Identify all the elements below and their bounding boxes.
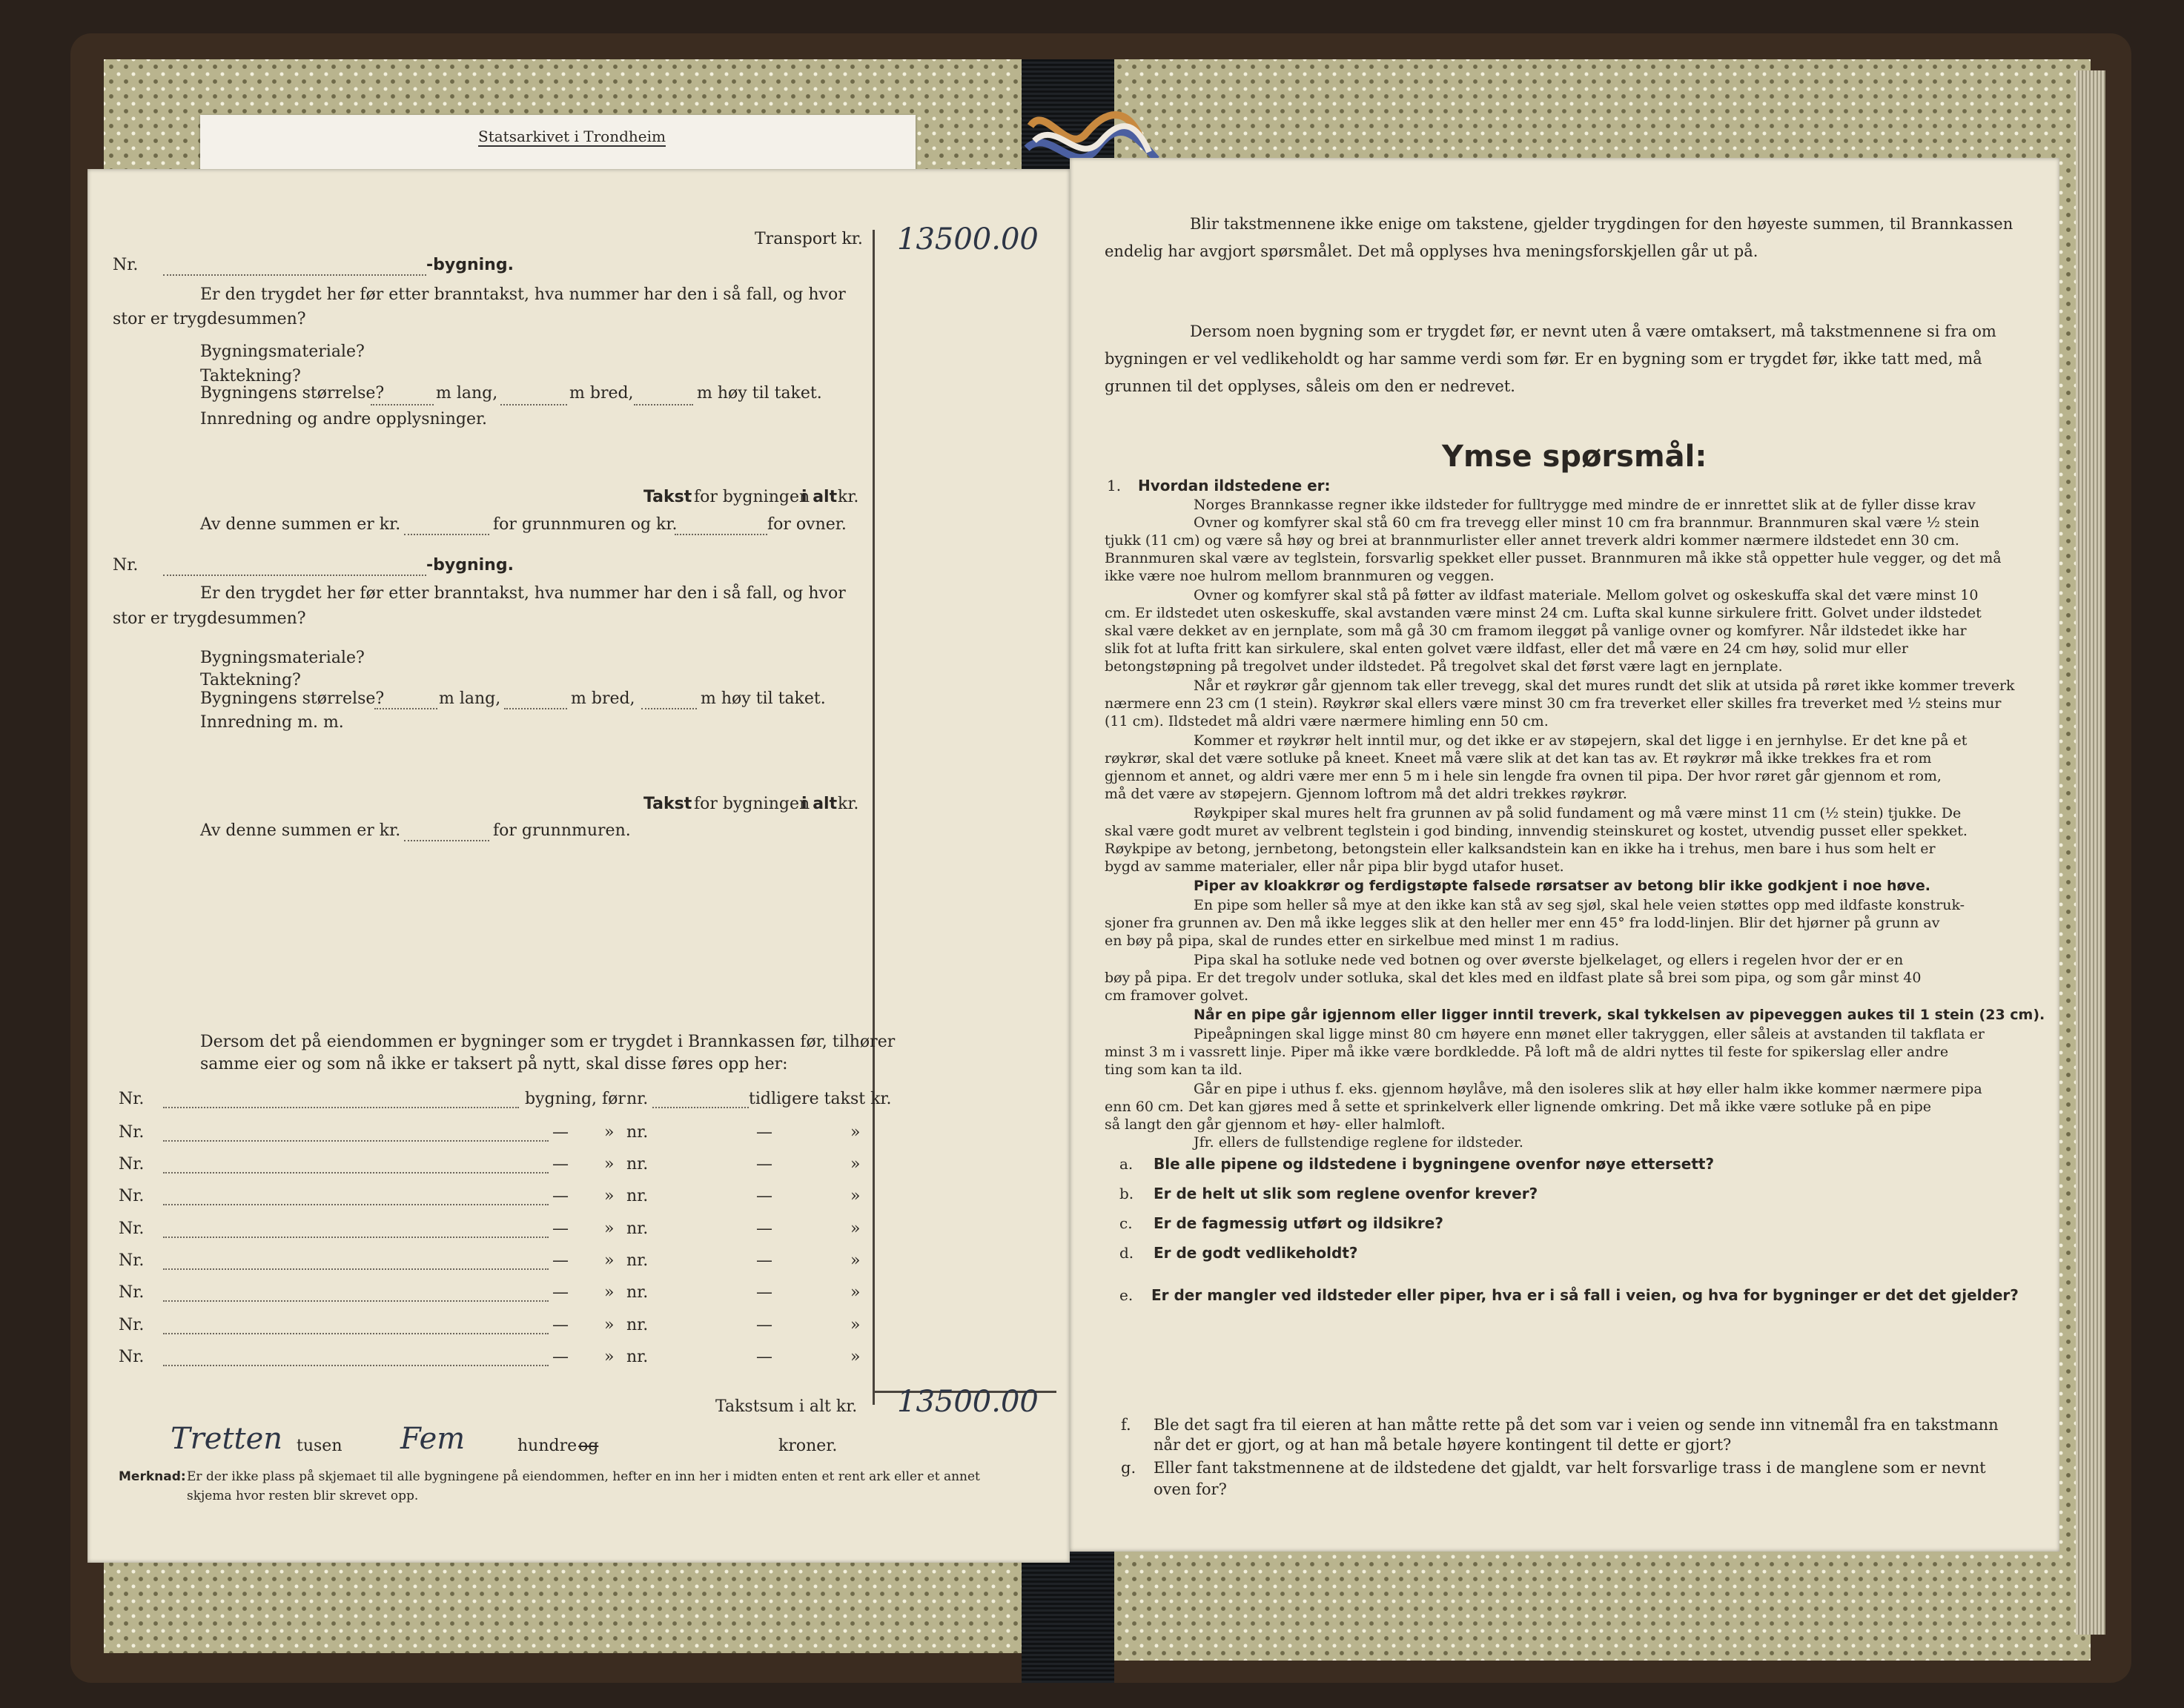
row-quote: » [604,1155,615,1174]
furnishing-label-2: Innredning m. m. [200,713,344,732]
body-line: Piper av kloakkrør og ferdigstøpte falsede rørsatser av betong blir ikke godkjent i noe høve. [1194,878,1931,894]
amount-hundreds-handwritten: Fem [400,1422,466,1456]
of-sum-label-2: Av denne summen er kr. [200,821,401,840]
body-line: betongstøpning på tregolvet under ildstedet. På tregolvet skal det først være lagt en jernplate. [1105,658,1783,675]
question-g-letter: g. [1121,1459,1136,1477]
og-label: og [578,1437,599,1455]
archive-label-text: Statsarkivet i Trondheim [478,128,666,145]
question-f-line2: når det er gjort, og at han må betale høyere kontingent til dette er gjort? [1154,1436,1732,1454]
p2-line2: bygningen er vel vedlikeholdt og har samme verdi som før. Er en bygning som er trygdet før, ikke tatt med, må [1105,350,1982,368]
of-sum-field-1b[interactable] [675,534,767,535]
question-e-letter: e. [1119,1286,1134,1304]
row-field[interactable] [163,1365,549,1366]
question-1-line2: stor er trygdesummen? [113,310,306,328]
size-label-1: Bygningens størrelse? [200,384,385,403]
body-line: må det være av støpejern. Gjennom loftrom må det aldri trekkes røykrør. [1105,786,1627,802]
row-quote2: » [850,1251,861,1270]
body-line: røykrør, skal det være sotluke på kneet. Kneet må være slik at det kan tas av. Et røykrør må ikke trekkes fra et rom [1105,750,1932,767]
row-dash2: — [756,1251,772,1270]
length-unit-1: m lang, [436,384,498,403]
p2-line1: Dersom noen bygning som er trygdet før, er nevnt uten å være omtaksert, må takstmennene si fra om [1190,322,1996,340]
body-line: bygd av samme materialer, eller når pipa blir bygd utafor huset. [1105,858,1564,875]
row-dash: — [552,1316,569,1334]
table-first-field[interactable] [163,1107,519,1108]
takstsum-label: Takstsum i alt kr. [715,1397,858,1416]
takst-kr-1: kr. [838,488,859,506]
body-line: tjukk (11 cm) og være så høy og brei at brannmurlister eller annet treverk aldri kommer nærmere ildstedet enn 30 cm. [1105,532,1959,549]
material-label-2: Bygningsmateriale? [200,649,365,667]
height-field-1[interactable] [634,404,693,406]
row-nr: Nr. [119,1251,145,1270]
amount-column-divider [873,230,875,1405]
question-b-letter: b. [1119,1185,1134,1202]
question-1-line1: Er den trygdet her før etter branntakst, hva nummer har den i så fall, og hvor [200,285,846,304]
transport-value: 13500.00 [897,222,1039,256]
dersom-line1: Dersom det på eiendommen er bygninger som er trygdet i Brannkassen før, tilhører [200,1033,896,1051]
table-first-nr-field[interactable] [652,1107,749,1108]
body-line: Går en pipe i uthus f. eks. gjennom høylåve, må den isoleres slik at høy eller halm ikke kommer nærmere pipa [1194,1081,1982,1097]
body-line: (11 cm). Ildstedet må aldri være nærmere himling enn 50 cm. [1105,713,1549,729]
question-c-letter: c. [1119,1214,1133,1232]
takst-for-2: for bygningen [694,795,810,813]
question-g-line2: oven for? [1154,1480,1227,1498]
row-field[interactable] [163,1172,549,1174]
row-quote2: » [850,1123,861,1142]
row-quote: » [604,1187,615,1205]
row-field[interactable] [163,1333,549,1334]
body-line: Brannmuren skal være av teglstein, forsvarlig spekket eller pusset. Brannmuren må ikke stå oppetter hule vegger, og det må [1105,550,2002,566]
of-sum-label-1: Av denne summen er kr. [200,515,401,534]
body-line: Norges Brannkasse regner ikke ildsteder for fulltrygge med mindre de er innrettet slik at de fyller disse krav [1194,497,1976,513]
section-heading: Ymse spørsmål: [1442,440,1707,474]
row-field[interactable] [163,1237,549,1238]
of-sum-field-1a[interactable] [404,534,489,535]
body-line: nærmere enn 23 cm (1 stein). Røykrør skal ellers være minst 30 cm fra treverket eller skilles fra treverket med ½ steins mur [1105,695,2002,712]
row-quote: » [604,1316,615,1334]
table-first-nr: Nr. [119,1090,145,1108]
row-dash2: — [756,1348,772,1366]
merknad-line2: skjema hvor resten blir skrevet opp. [187,1489,419,1503]
body-line: Pipeåpningen skal ligge minst 80 cm høyere enn mønet eller takryggen, eller såleis at avstanden til takflata er [1194,1026,1985,1042]
table-first-bygning: bygning, før [525,1090,626,1108]
kroner-label: kroner. [778,1437,838,1455]
height-field-2[interactable] [641,708,697,709]
row-nr2: nr. [626,1348,649,1366]
furnishing-label-1: Innredning og andre opplysninger. [200,410,488,428]
row-dash: — [552,1187,569,1205]
row-dash2: — [756,1219,772,1238]
row-quote: » [604,1251,615,1270]
body-line: skal være dekket av en jernplate, som må gå 30 cm framom ileggøt på vanlige ovner og komfyrer. Når ildstedet ikke har [1105,623,1967,639]
row-nr2: nr. [626,1251,649,1270]
row-nr2: nr. [626,1219,649,1238]
nr-field-1[interactable] [163,274,426,276]
row-field[interactable] [163,1268,549,1270]
question-1-title: Hvordan ildstedene er: [1138,477,1331,494]
length-field-2[interactable] [374,708,437,709]
foundation-label-1: for grunnmuren og kr. [493,515,678,534]
body-line: ikke være noe hulrom mellom brannmuren og veggen. [1105,568,1495,584]
roofing-label-1: Taktekning? [200,367,301,385]
row-nr: Nr. [119,1187,145,1205]
bygning-label-2: -bygning. [426,556,514,575]
row-dash2: — [756,1316,772,1334]
row-nr: Nr. [119,1348,145,1366]
merknad-label: Merknad: [119,1469,186,1484]
row-nr2: nr. [626,1123,649,1142]
nr-label-2: Nr. [113,556,139,575]
dersom-line2: samme eier og som nå ikke er taksert på nytt, skal disse føres opp her: [200,1055,788,1073]
row-nr: Nr. [119,1316,145,1334]
body-line: sjoner fra grunnen av. Den må ikke legges slik at den heller mer enn 45° fra lodd-linjen. Blir det hjørner på grunn av [1105,915,1940,931]
body-line: Jfr. ellers de fullstendige reglene for ildsteder. [1194,1134,1523,1151]
row-nr: Nr. [119,1283,145,1302]
roofing-label-2: Taktekning? [200,671,301,689]
row-quote2: » [850,1155,861,1174]
row-quote: » [604,1219,615,1238]
row-dash: — [552,1219,569,1238]
row-dash2: — [756,1123,772,1142]
width-unit-1: m bred, [569,384,634,403]
row-quote: » [604,1123,615,1142]
body-line: Pipa skal ha sotluke nede ved botnen og over øverste bjelkelaget, og ellers i regelen hvor der er en [1194,952,1904,968]
body-line: slik fot at lufta fritt kan sirkulere, skal enten golvet være ildfast, eller det må være en 24 cm høy, solid mur eller [1105,640,1908,657]
body-line: Når et røykrør går gjennom tak eller trevegg, skal det mures rundt det slik at utsida på røret ikke kommer treverk [1194,678,2015,694]
body-line: skal være godt muret av velbrent teglstein i god binding, innvendig steinskuret og kostet, utvendig pusset eller spekket. [1105,823,1968,839]
row-nr: Nr. [119,1219,145,1238]
takst-kr-2: kr. [838,795,859,813]
row-dash: — [552,1283,569,1302]
body-line: Når en pipe går igjennom eller ligger inntil treverk, skal tykkelsen av pipeveggen aukes til 1 stein (23 cm). [1194,1007,2045,1023]
question-g-line1: Eller fant takstmennene at de ildstedene det gjaldt, var helt forsvarlige trass i de manglene som er nevnt [1154,1459,1986,1477]
question-e: Er der mangler ved ildsteder eller piper, hva er i så fall i veien, og hva for bygninger er det det gjelder? [1151,1286,2019,1304]
height-unit-1: m høy til taket. [697,384,822,403]
row-nr2: nr. [626,1316,649,1334]
p1-line1: Blir takstmennene ikke enige om takstene, gjelder trygdingen for den høyeste summen, til Brannkassen [1190,215,2013,233]
body-line: så langt den går gjennom et høy- eller halmloft. [1105,1116,1446,1133]
body-line: ting som kan ta ild. [1105,1062,1242,1078]
table-first-nr2: nr. [626,1090,649,1108]
transport-label: Transport kr. [755,230,863,248]
body-line: Røykpipe av betong, jernbetong, betongstein eller kalksandstein kan en ikke ha i trehus, men bare i hus som helt er [1105,841,1936,857]
size-label-2: Bygningens størrelse? [200,689,385,708]
body-line: bøy på pipa. Er det tregolv under sotluka, skal det kles med en ildfast plate så brei som pipa, og som går minst 40 [1105,970,1922,986]
body-line: en bøy på pipa, skal de rundes etter en sirkelbue med minst 1 m radius. [1105,933,1620,949]
row-quote2: » [850,1219,861,1238]
body-line: enn 60 cm. Det kan gjøres med å sette et sprinkelverk eller lignende omkring. Det må ikke være sotluke på en pipe [1105,1099,1932,1115]
row-nr2: nr. [626,1283,649,1302]
body-line: cm. Er ildstedet uten oskeskuffe, skal avstanden være minst 24 cm. Lufta skal kunne sirkulere fritt. Golvet under ildstedet [1105,605,1982,621]
bygning-label-1: -bygning. [426,256,514,274]
length-unit-2: m lang, [439,689,501,708]
body-line: gjennom et annet, og aldri være mer enn 5 m i hele sin lengde fra ovnen til pipa. Der hvor røret går gjennom et rom, [1105,768,1942,784]
body-line: Kommer et røykrør helt inntil mur, og det ikke er av støpejern, skal det ligge i en jernhylse. Er det kne på et [1194,732,1968,749]
row-dash: — [552,1155,569,1174]
tusen-label: tusen [297,1437,343,1455]
stoves-label-1: for ovner. [767,515,847,534]
p1-line2: endelig har avgjort spørsmålet. Det må opplyses hva meningsforskjellen går ut på. [1105,242,1758,260]
hundre-label: hundre [517,1437,578,1455]
row-nr2: nr. [626,1187,649,1205]
question-c: Er de fagmessig utført og ildsikre? [1154,1214,1443,1232]
height-unit-2: m høy til taket. [701,689,826,708]
body-line: Ovner og komfyrer skal stå 60 cm fra trevegg eller minst 10 cm fra brannmur. Brannmuren skal være ½ stein [1194,514,1979,531]
row-quote2: » [850,1187,861,1205]
row-field[interactable] [163,1300,549,1302]
material-label-1: Bygningsmateriale? [200,342,365,361]
question-2-line2: stor er trygdesummen? [113,609,306,628]
takst-label-2: Takst [643,795,692,813]
row-field[interactable] [163,1204,549,1205]
row-dash2: — [756,1187,772,1205]
foundation-label-2: for grunnmuren. [493,821,631,840]
merknad-line1: Er der ikke plass på skjemaet til alle bygningene på eiendommen, hefter en inn her i midten enten et rent ark eller et annet [187,1469,980,1484]
row-nr: Nr. [119,1155,145,1174]
amount-thousands-handwritten: Tretten [171,1422,283,1456]
question-f-line1: Ble det sagt fra til eieren at han måtte rette på det som var i veien og sende inn vitnemål fra en takstmann [1154,1416,1999,1434]
body-line: minst 3 m i vassrett linje. Piper må ikke være bordkledde. På loft må de aldri nyttes til feste for spikerslag eller andre [1105,1044,1949,1060]
of-sum-field-2[interactable] [404,840,489,841]
row-quote2: » [850,1348,861,1366]
takstsum-value: 13500.00 [897,1385,1039,1419]
width-field-1[interactable] [500,404,567,406]
question-a-letter: a. [1119,1155,1134,1173]
row-dash: — [552,1348,569,1366]
takst-ialt-2: i alt [801,795,838,813]
takst-for-1: for bygningen [694,488,810,506]
takst-label-1: Takst [643,488,692,506]
row-dash: — [552,1123,569,1142]
width-field-2[interactable] [504,708,567,709]
question-1-number: 1. [1107,477,1122,494]
row-dash: — [552,1251,569,1270]
body-line: En pipe som heller så mye at den ikke kan stå av seg sjøl, skal hele veien støttes opp med ildfaste konstruk- [1194,897,1965,913]
question-b: Er de helt ut slik som reglene ovenfor krever? [1154,1185,1538,1202]
takst-ialt-1: i alt [801,488,838,506]
question-f-letter: f. [1121,1416,1131,1434]
row-dash2: — [756,1283,772,1302]
length-field-1[interactable] [371,404,434,406]
question-2-line1: Er den trygdet her før etter branntakst, hva nummer har den i så fall, og hvor [200,584,846,603]
row-nr: Nr. [119,1123,145,1142]
page-edges [2076,70,2105,1635]
row-quote: » [604,1283,615,1302]
question-d-letter: d. [1119,1244,1134,1262]
row-dash2: — [756,1155,772,1174]
question-d: Er de godt vedlikeholdt? [1154,1244,1358,1262]
width-unit-2: m bred, [571,689,635,708]
row-quote: » [604,1348,615,1366]
row-quote2: » [850,1316,861,1334]
row-field[interactable] [163,1140,549,1142]
table-first-tidligere: tidligere takst kr. [749,1090,892,1108]
body-line: Ovner og komfyrer skal stå på føtter av ildfast materiale. Mellom golvet og oskeskuffa skal det være minst 10 [1194,587,1979,603]
nr-field-2[interactable] [163,575,426,576]
nr-label-1: Nr. [113,256,139,274]
row-quote2: » [850,1283,861,1302]
body-line: cm framover golvet. [1105,987,1249,1004]
p2-line3: grunnen til det opplyses, såleis om den er nedrevet. [1105,377,1515,395]
body-line: Røykpiper skal mures helt fra grunnen av på solid fundament og må være minst 11 cm (½ stein) tjukke. De [1194,805,1962,821]
row-nr2: nr. [626,1155,649,1174]
question-a: Ble alle pipene og ildstedene i bygningene ovenfor nøye ettersett? [1154,1155,1715,1173]
